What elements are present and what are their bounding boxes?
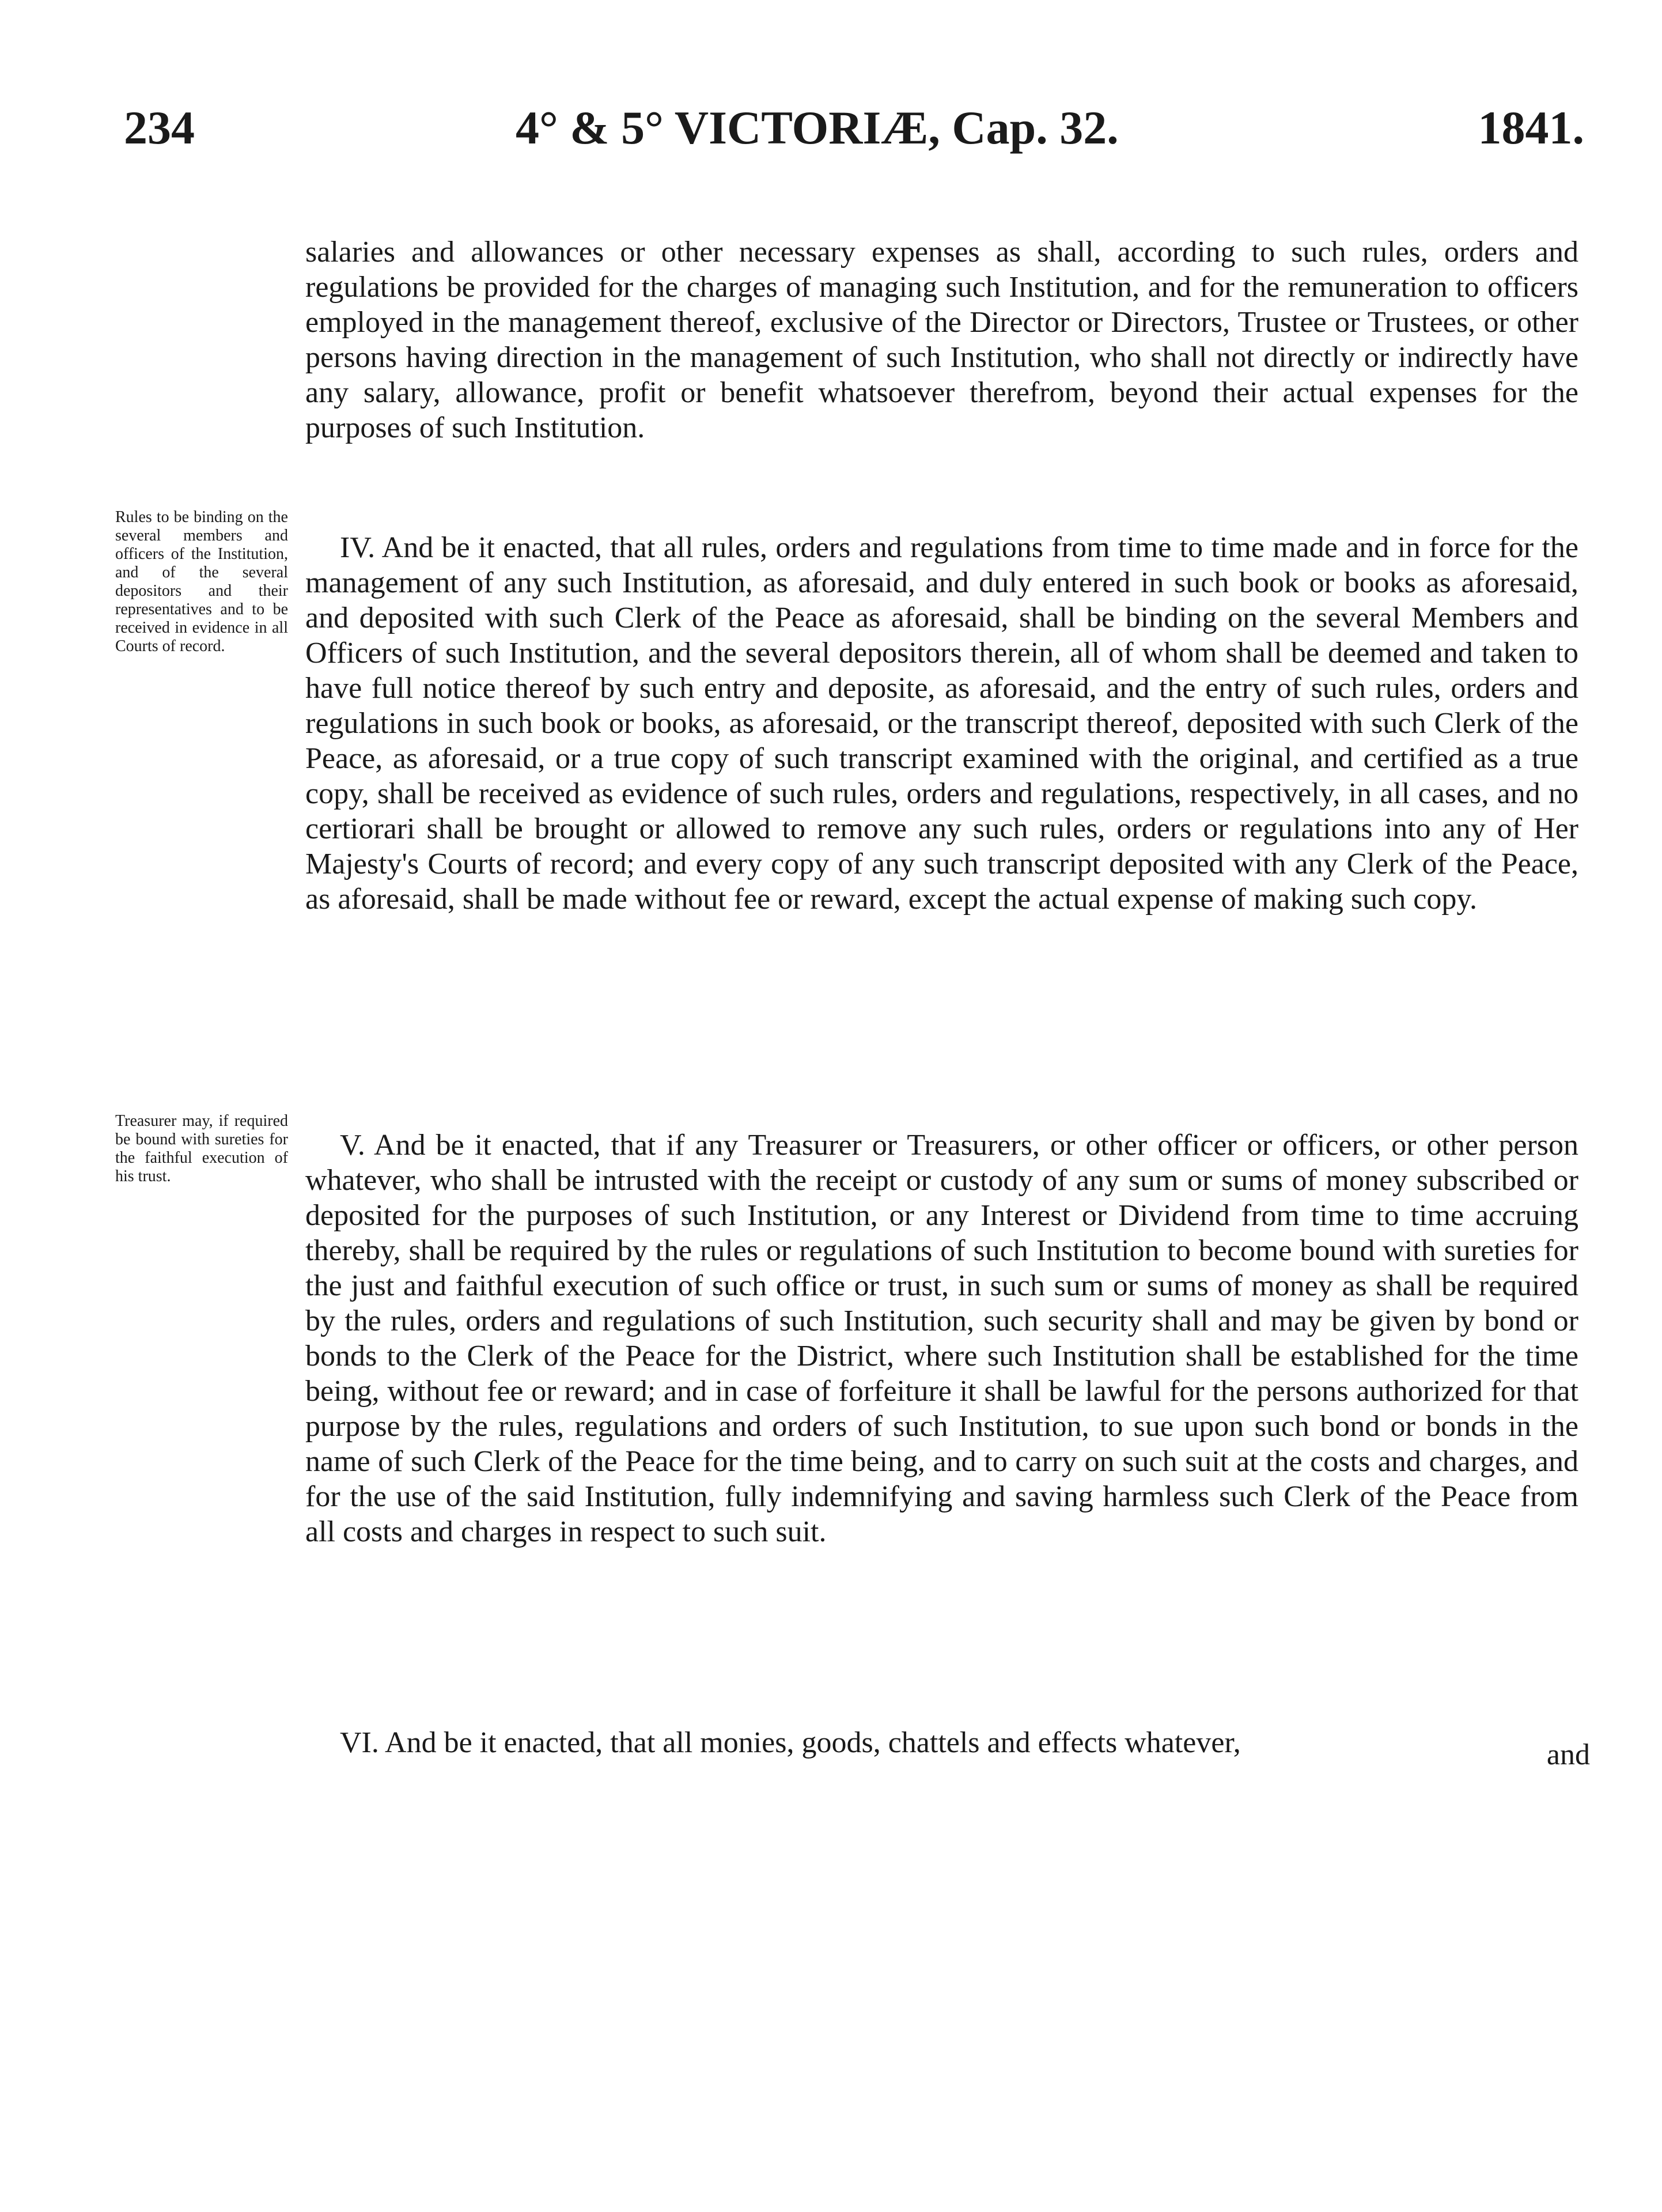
running-title: 4° & 5° VICTORIÆ, Cap. 32. [516, 101, 1119, 154]
paragraph-text: And be it enacted, that all rules, orders and regulations from time to time made and in force for the management of any such Institution, as aforesaid, and duly entered in such book or books as aforesaid, and deposited with such Clerk of the Peace as aforesaid, shall be binding on the several Members and Officers of such Institution, and the several depositors therein, all of whom shall be deemed and taken to have full notice thereof by such entry and deposite, as aforesaid, and the entry of such rules, orders and regulations in such book or books, as aforesaid, or the transcript thereof, deposited with such Clerk of the Peace, as aforesaid, or a true copy of such transcript examined with the original, and certified as a true copy, shall be received as evidence of such rules, orders and regulations, respectively, in all cases, and no certiorari shall be brought or allowed to remove any such rules, orders or regulations into any of Her Majesty's Courts of record; and every copy of any such transcript deposited with any Clerk of the Peace, as aforesaid, shall be made without fee or reward, except the actual expense of making such copy. [305, 531, 1578, 916]
section-iv [305, 530, 1578, 917]
section-number: V. [340, 1129, 365, 1162]
paragraph-text: And be it enacted, that if any Treasurer or Treasurers, or other officer or officers, or other person whatever, who shall be intrusted with the receipt or custody of any sum or sums of money subscribed or deposited for the purposes of such Institution, or any Interest or Dividend from time to time accruing thereby, shall be required by the rules or regulations of such Institution to become bound with sureties for the just and faithful execution of such office or trust, in such sum or sums of money as shall be required by the rules, orders and regulations of such Institution, such security shall and may be given by bond or bonds to the Clerk of the Peace for the District, where such Institution shall be established for the time being, without fee or reward; and in case of forfeiture it shall be lawful for the persons authorized for that purpose by the rules, regulations and orders of such Institution, to sue upon such bond or bonds in the name of such Clerk of the Peace for the time being, and to carry on such suit at the costs and charges, and for the use of the said Institution, fully indemnifying and saving harmless such Clerk of the Peace from all costs and charges in respect to such suit. [305, 1129, 1579, 1548]
paragraph-continuation [305, 235, 1578, 445]
section-number: VI. [340, 1726, 379, 1759]
margin-note-section-v: Treasurer may, if required be bound with sureties for the faithful execution of his trust. [115, 1112, 288, 1185]
page-number: 234 [124, 101, 195, 154]
year: 1841. [1478, 101, 1584, 154]
paragraph-text: And be it enacted, that all monies, goods, chattels and effects whatever, [385, 1726, 1241, 1759]
section-vi [305, 1725, 1578, 1760]
margin-note-section-iv: Rules to be binding on the several members and officers of the Institution, and of the several depositors and their representatives and to be received in evidence in all Courts of record. [115, 508, 288, 655]
section-v [305, 1128, 1578, 1549]
catchword: and [1546, 1738, 1590, 1771]
section-number: IV. [340, 531, 376, 564]
paragraph-text: salaries and allowances or other necessary expenses as shall, according to such rules, orders and regulations be provided for the charges of managing such Institution, and for the remuneration to officers employed in the management thereof, exclusive of the Director or Directors, Trustee or Trustees, or other persons having direction in the management of such Institution, who shall not directly or indirectly have any salary, allowance, profit or benefit whatsoever therefrom, beyond their actual expenses for the purposes of such Institution. [305, 236, 1578, 444]
page-header [124, 101, 1584, 164]
